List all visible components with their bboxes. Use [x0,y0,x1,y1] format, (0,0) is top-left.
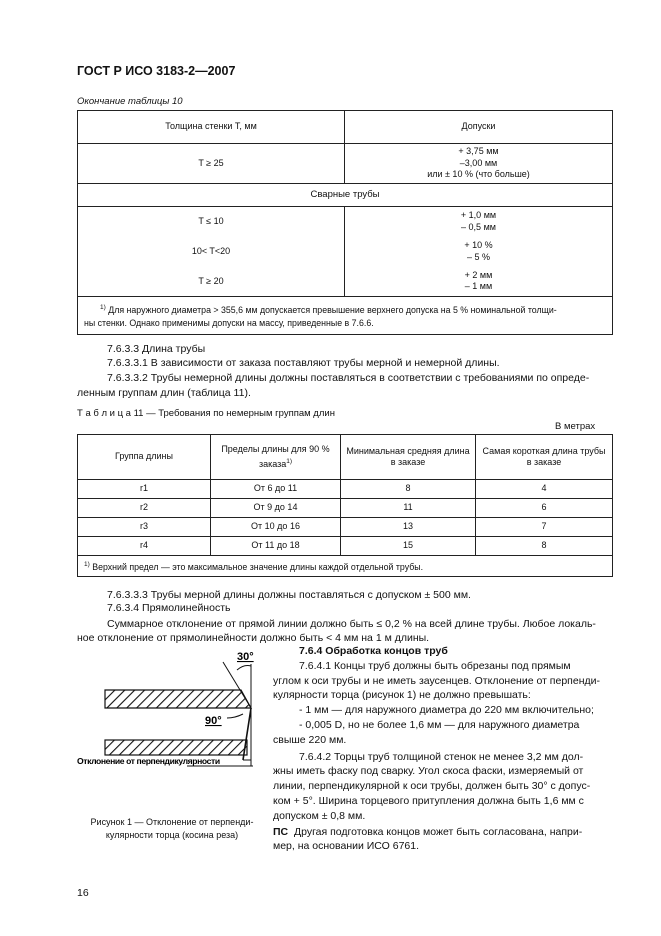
t11-cell-limits: От 11 до 18 [211,537,341,556]
t11-cell-group: r4 [78,537,211,556]
t10-r2-d2: – 0,5 мм [461,221,496,232]
table10-row3-thickness: 10< T<20 [78,237,345,267]
page-number: 16 [77,887,89,899]
table10-row2-thickness: T ≤ 10 [78,207,345,237]
table10-section-welded: Сварные трубы [78,184,613,207]
para-7641-l4: - 1 мм — для наружного диаметра до 220 мм включительно; [299,704,594,717]
t11-cell-limits: От 6 до 11 [211,480,341,499]
t11-head-limits-sup: 1) [286,457,293,465]
t11-head-min-l1: Самая короткая длина трубы [482,445,606,456]
t11-cell-avg: 8 [341,480,476,499]
t11-cell-min: 4 [476,480,613,499]
t11-cell-min: 6 [476,499,613,518]
table-row [78,518,613,537]
table10-row3-tolerance [345,237,613,267]
para-7642-l8: жны иметь фаску под сварку. Угол скоса фаски, измеряемый от [273,765,584,778]
table10-row4-tolerance [345,267,613,297]
angle-label-30: 30° [237,651,254,663]
table10-row4-thickness: T ≥ 20 [78,267,345,297]
para-7642-l10: ком + 5°. Ширина торцевого притупления должна быть 1,6 мм с [273,794,584,807]
table10-caption: Окончание таблицы 10 [77,96,183,107]
t10-r1-d2: –3,00 мм [459,157,498,168]
table11-units: В метрах [555,421,596,432]
t11-head-limits-l2: заказа [258,458,287,469]
angle-arc-90 [227,714,243,718]
table10-row2-tolerance [345,207,613,237]
t10-r3-d2: – 5 % [466,251,490,262]
t10-r3-d1: + 10 % [464,240,493,250]
t11-head-min [476,435,613,480]
deviation-label: Отклонение от перпендикулярности [77,756,220,766]
heading-764: 7.6.4 Обработка концов труб [299,645,448,657]
para-ps-l12: Другая подготовка концов может быть согласована, напри- [293,825,583,838]
table-row [78,499,613,518]
table-row [78,537,613,556]
pipe-wall-top [105,690,251,708]
table-11 [77,434,613,577]
t11-cell-min: 7 [476,518,613,537]
t11-head-avg-l2: в заказе [390,457,426,467]
para-7641-l5: - 0,005 D, но не более 1,6 мм — для наружного диаметра [299,718,580,731]
t10-r4-d2: – 1 мм [464,281,493,292]
heading-7634: 7.6.3.4 Прямолинейность [107,602,231,614]
figure-1-caption [77,816,267,842]
t11-head-limits [211,435,341,480]
t11-head-limits-l1: Пределы длины для 90 % [221,444,330,454]
t10-r4-d1: + 2 мм [464,269,493,280]
t11-cell-avg: 15 [341,537,476,556]
para-76332b: ленным группам длин (таблица 11). [77,387,251,399]
para-76332a: 7.6.3.3.2 Трубы немерной длины должны поставляться в соответствии с требованиями по опреде- [107,372,590,384]
t11-head-avg-l1: Минимальная средняя длина [346,445,470,456]
para-76333: 7.6.3.3.3 Трубы мерной длины должны поставляться с допуском ± 500 мм. [107,589,471,601]
figure-1-drawing [77,648,273,772]
para-7642-l11: допуском ± 0,8 мм. [273,809,366,822]
para-ps-l13: мер, на основании ИСО 6761. [273,840,420,853]
t10-r1-d3: или ± 10 % (что больше) [427,169,530,180]
t10-footnote-mark: 1) [100,304,106,311]
t11-head-min-l2: в заказе [526,457,562,467]
t11-cell-group: r2 [78,499,211,518]
para-7641-l6: свыше 220 мм. [273,733,347,746]
t11-cell-avg: 13 [341,518,476,537]
t11-cell-avg: 11 [341,499,476,518]
t11-head-avg [341,435,476,480]
table11-caption: Т а б л и ц а 11 — Требования по немерным группам длин [77,408,335,419]
figure-caption-l1: Рисунок 1 — Отклонение от перпенди- [90,817,254,827]
t11-cell-min: 8 [476,537,613,556]
heading-7633: 7.6.3.3 Длина трубы [107,343,206,355]
table-row [78,480,613,499]
figure-caption-l2: кулярности торца (косина реза) [105,830,239,840]
table11-footnote [78,556,613,577]
ps-label: ПС [273,825,289,838]
t11-footnote-mark: 1) [84,561,90,568]
table10-head-tolerance: Допуски [345,111,613,144]
table-10 [77,110,613,335]
doc-header: ГОСТ Р ИСО 3183-2—2007 [77,64,236,78]
para-straightness-b: ное отклонение от прямолинейности должно быть < 4 мм на 1 м длины. [77,632,430,644]
para-7641-l3: кулярности торца (рисунок 1) не должно превышать: [273,689,531,702]
t11-footnote-text: Верхний предел — это максимальное значение длины каждой отдельной трубы. [92,561,424,572]
table10-row1-tolerance [345,144,613,184]
t10-footnote-l1: Для наружного диаметра > 355,6 мм допускается превышение верхнего допуска на 5 % номинальной толщи- [108,304,557,315]
table10-head-thickness: Толщина стенки T, мм [78,111,345,144]
para-7641-l2: углом к оси трубы и не иметь заусенцев. Отклонение от перпенди- [273,674,600,687]
para-7641-l1: 7.6.4.1 Концы труб должны быть обрезаны под прямым [299,659,571,672]
t11-cell-group: r1 [78,480,211,499]
para-7642-l9: линии, перпендикулярной к оси трубы, должен быть 30° с допус- [273,780,591,793]
table10-footnote [78,297,613,335]
para-7642-l7: 7.6.4.2 Торцы труб толщиной стенок не менее 3,2 мм дол- [299,750,584,763]
table10-row1-thickness: T ≥ 25 [78,144,345,184]
t10-r2-d1: + 1,0 мм [460,210,497,221]
angle-arc-30 [237,666,251,671]
t10-footnote-l2: ны стенки. Однако применимы допуски на массу, приведенные в 7.6.6. [84,317,374,328]
t11-cell-limits: От 9 до 14 [211,499,341,518]
pipe-wall-bottom [105,740,247,755]
para-76331: 7.6.3.3.1 В зависимости от заказа поставляют трубы мерной и немерной длины. [107,357,500,369]
para-straightness-a: Суммарное отклонение от прямой линии должно быть ≤ 0,2 % на всей длине трубы. Любое локаль- [107,618,596,630]
t11-cell-group: r3 [78,518,211,537]
angle-label-90: 90° [205,715,222,727]
t11-cell-limits: От 10 до 16 [211,518,341,537]
t10-r1-d1: + 3,75 мм [458,146,499,157]
section-764 [273,644,614,854]
t11-head-group: Группа длины [78,435,211,480]
